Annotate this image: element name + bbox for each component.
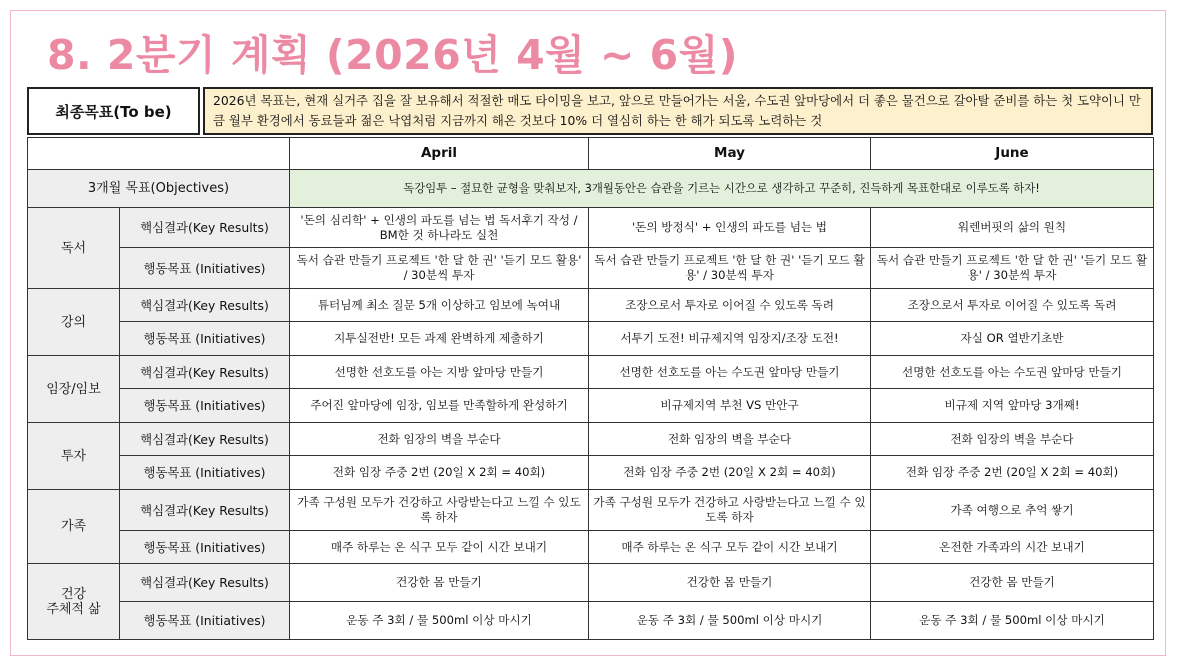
category-investment: 투자 <box>28 423 120 490</box>
month-header-row <box>28 138 1154 170</box>
fieldwork-kr-row <box>28 356 1154 389</box>
investment-kr-may: 전화 임장의 벽을 부순다 <box>589 423 871 456</box>
month-june: June <box>871 138 1154 170</box>
month-april: April <box>290 138 589 170</box>
kr-label: 핵심결과(Key Results) <box>120 208 290 248</box>
fieldwork-kr-april: 선명한 선호도를 아는 지방 앞마당 만들기 <box>290 356 589 389</box>
lecture-in-may: 서투기 도전! 비규제지역 임장지/조장 도전! <box>589 322 871 356</box>
family-in-april: 매주 하루는 온 식구 모두 같이 시간 보내기 <box>290 531 589 564</box>
lecture-kr-may: 조장으로서 투자로 이어질 수 있도록 독려 <box>589 289 871 322</box>
lecture-kr-april: 튜터님께 최소 질문 5개 이상하고 임보에 녹여내 <box>290 289 589 322</box>
health-kr-may: 건강한 몸 만들기 <box>589 564 871 602</box>
objectives-text: 독강임투 – 절묘한 균형을 맞춰보자, 3개월동안은 습관을 기르는 시간으로 생각하고 꾸준히, 진득하게 목표한대로 이루도록 하자! <box>290 170 1154 208</box>
reading-in-may: 독서 습관 만들기 프로젝트 '한 달 한 권' '듣기 모드 활용' / 30분씩 투자 <box>589 248 871 289</box>
objectives-row <box>28 170 1154 208</box>
objectives-label: 3개월 목표(Objectives) <box>28 170 290 208</box>
header-blank-cell <box>28 138 290 170</box>
category-reading: 독서 <box>28 208 120 289</box>
category-health: 건강 주체적 삶 <box>28 564 120 640</box>
in-label: 행동목표 (Initiatives) <box>120 456 290 490</box>
fieldwork-kr-june: 선명한 선호도를 아는 수도권 앞마당 만들기 <box>871 356 1154 389</box>
reading-kr-row <box>28 208 1154 248</box>
final-goal-row <box>27 87 1153 135</box>
health-in-april: 운동 주 3회 / 물 500ml 이상 마시기 <box>290 602 589 640</box>
in-label: 행동목표 (Initiatives) <box>120 322 290 356</box>
in-label: 행동목표 (Initiatives) <box>120 531 290 564</box>
final-goal-text: 2026년 목표는, 현재 실거주 집을 잘 보유해서 적절한 매도 타이밍을 보고, 앞으로 만들어가는 서울, 수도권 앞마당에서 더 좋은 물건으로 갈아탈 준비를 하는 첫 도약이니 만큼 월부 환경에서 동료들과 젊은 낙엽처럼 지금까지 해온 것보다 10% 더 열심히 하는 한 해가 되도록 노력하는 것 <box>203 87 1153 135</box>
page-title: 8. 2분기 계획 (2026년 4월 ~ 6월) <box>47 31 739 79</box>
family-kr-june: 가족 여행으로 추억 쌓기 <box>871 490 1154 531</box>
kr-label: 핵심결과(Key Results) <box>120 289 290 322</box>
family-kr-may: 가족 구성원 모두가 건강하고 사랑받는다고 느낄 수 있도록 하자 <box>589 490 871 531</box>
family-kr-row <box>28 490 1154 531</box>
lecture-kr-row <box>28 289 1154 322</box>
final-goal-label: 최종목표(To be) <box>27 87 200 135</box>
family-in-may: 매주 하루는 온 식구 모두 같이 시간 보내기 <box>589 531 871 564</box>
category-fieldwork: 임장/임보 <box>28 356 120 423</box>
reading-in-june: 독서 습관 만들기 프로젝트 '한 달 한 권' '듣기 모드 활용' / 30분씩 투자 <box>871 248 1154 289</box>
category-family: 가족 <box>28 490 120 564</box>
lecture-in-june: 자실 OR 열반기초반 <box>871 322 1154 356</box>
fieldwork-in-row <box>28 389 1154 423</box>
reading-in-april: 독서 습관 만들기 프로젝트 '한 달 한 권' '듣기 모드 활용' / 30분씩 투자 <box>290 248 589 289</box>
reading-kr-april: '돈의 심리학' + 인생의 파도를 넘는 법 독서후기 작성 / BM한 것 하나라도 실천 <box>290 208 589 248</box>
health-in-may: 운동 주 3회 / 물 500ml 이상 마시기 <box>589 602 871 640</box>
in-label: 행동목표 (Initiatives) <box>120 602 290 640</box>
investment-in-april: 전화 임장 주중 2번 (20일 X 2회 = 40회) <box>290 456 589 490</box>
kr-label: 핵심결과(Key Results) <box>120 423 290 456</box>
kr-label: 핵심결과(Key Results) <box>120 490 290 531</box>
reading-kr-may: '돈의 방정식' + 인생의 파도를 넘는 법 <box>589 208 871 248</box>
fieldwork-kr-may: 선명한 선호도를 아는 수도권 앞마당 만들기 <box>589 356 871 389</box>
in-label: 행동목표 (Initiatives) <box>120 248 290 289</box>
fieldwork-in-june: 비규제 지역 앞마당 3개째! <box>871 389 1154 423</box>
health-in-june: 운동 주 3회 / 물 500ml 이상 마시기 <box>871 602 1154 640</box>
reading-kr-june: 워렌버핏의 삶의 원칙 <box>871 208 1154 248</box>
month-may: May <box>589 138 871 170</box>
investment-in-june: 전화 임장 주중 2번 (20일 X 2회 = 40회) <box>871 456 1154 490</box>
kr-label: 핵심결과(Key Results) <box>120 564 290 602</box>
investment-kr-june: 전화 임장의 벽을 부순다 <box>871 423 1154 456</box>
family-kr-april: 가족 구성원 모두가 건강하고 사랑받는다고 느낄 수 있도록 하자 <box>290 490 589 531</box>
reading-in-row <box>28 248 1154 289</box>
lecture-in-april: 지투실전반! 모든 과제 완벽하게 제출하기 <box>290 322 589 356</box>
health-in-row <box>28 602 1154 640</box>
health-kr-row <box>28 564 1154 602</box>
fieldwork-in-april: 주어진 앞마당에 임장, 임보를 만족할하게 완성하기 <box>290 389 589 423</box>
family-in-row <box>28 531 1154 564</box>
health-kr-june: 건강한 몸 만들기 <box>871 564 1154 602</box>
investment-kr-row <box>28 423 1154 456</box>
plan-table <box>27 137 1154 640</box>
fieldwork-in-may: 비규제지역 부천 VS 만안구 <box>589 389 871 423</box>
category-lecture: 강의 <box>28 289 120 356</box>
in-label: 행동목표 (Initiatives) <box>120 389 290 423</box>
family-in-june: 온전한 가족과의 시간 보내기 <box>871 531 1154 564</box>
lecture-in-row <box>28 322 1154 356</box>
lecture-kr-june: 조장으로서 투자로 이어질 수 있도록 독려 <box>871 289 1154 322</box>
health-kr-april: 건강한 몸 만들기 <box>290 564 589 602</box>
investment-in-may: 전화 임장 주중 2번 (20일 X 2회 = 40회) <box>589 456 871 490</box>
investment-kr-april: 전화 임장의 벽을 부순다 <box>290 423 589 456</box>
investment-in-row <box>28 456 1154 490</box>
kr-label: 핵심결과(Key Results) <box>120 356 290 389</box>
